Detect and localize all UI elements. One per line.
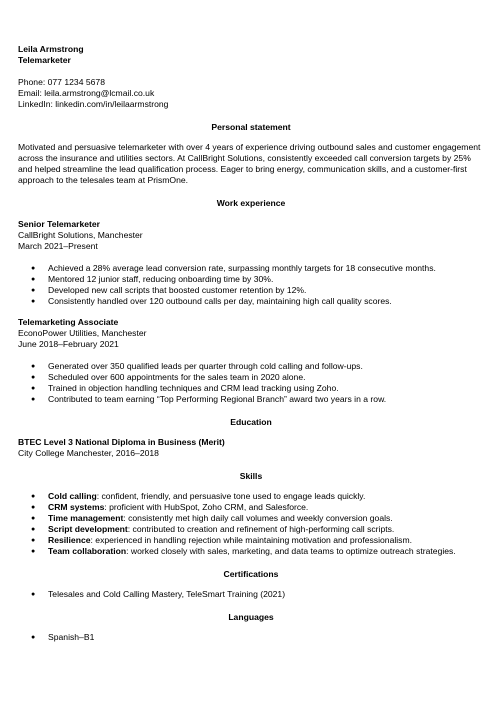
skill-text: : experienced in handling rejection while maintaining motivation and professionalism.: [90, 535, 413, 545]
skill-item: [18, 502, 484, 513]
skill-label: Team collaboration: [48, 546, 127, 556]
personal-statement-text: Motivated and persuasive telemarketer with over 4 years of experience driving outbound sales and customer engagement across the insurance and utilities sectors. At CallBright Solutions, consistently exceeded call conversion targets by 25% and helped streamline the lead qualification process. Eager to bring energy, communication skills, and a customer-first approach to the telesales team at PrismOne.: [18, 142, 481, 185]
skill-label: Cold calling: [48, 491, 97, 501]
certifications-list: [18, 589, 484, 600]
education-heading: Education: [230, 417, 272, 427]
skill-label: Time management: [48, 513, 124, 523]
list-item: ● Achieved a 28% average lead conversion rate, surpassing monthly targets for 18 consecutive months.: [18, 263, 484, 274]
education-title: BTEC Level 3 National Diploma in Business (Merit): [18, 437, 225, 447]
skills-list: [18, 491, 484, 557]
job-title: Senior Telemarketer: [18, 219, 100, 229]
name: Leila Armstrong: [18, 44, 84, 54]
skill-label: CRM systems: [48, 502, 105, 512]
skill-label: Script development: [48, 524, 128, 534]
list-item: ● Developed new call scripts that boosted customer retention by 12%.: [18, 285, 484, 296]
skill-text: : proficient with HubSpot, Zoho CRM, and Salesforce.: [104, 502, 309, 512]
skill-item: [18, 524, 484, 535]
education-detail: City College Manchester, 2016–2018: [18, 448, 159, 458]
list-item: ● Contributed to team earning “Top Performing Regional Branch” award two years in a row.: [18, 394, 484, 405]
work-experience-heading: Work experience: [216, 198, 286, 208]
skill-item: [18, 513, 484, 524]
personal-statement-heading: Personal statement: [211, 122, 291, 132]
list-item: ● Scheduled over 600 appointments for the sales team in 2020 alone.: [18, 372, 484, 383]
skill-item: [18, 546, 484, 557]
phone: Phone: 077 1234 5678: [18, 77, 105, 87]
languages-heading: Languages: [228, 612, 274, 622]
job-entry: [18, 219, 484, 307]
job-company: EconoPower Utilities, Manchester: [18, 328, 147, 338]
list-item: ● Generated over 350 qualified leads per quarter through cold calling and follow-ups.: [18, 361, 484, 372]
skill-item: [18, 491, 484, 502]
languages-list: [18, 632, 484, 643]
contact-block: [18, 77, 484, 110]
skill-text: : contributed to creation and refinement of high-performing call scripts.: [127, 524, 395, 534]
job-dates: March 2021–Present: [18, 241, 98, 251]
job-role: Telemarketer: [18, 55, 71, 65]
job-bullets: [18, 263, 484, 307]
skill-label: Resilience: [48, 535, 91, 545]
job-dates: June 2018–February 2021: [18, 339, 119, 349]
skill-item: [18, 535, 484, 546]
list-item: ● Consistently handled over 120 outbound calls per day, maintaining high call quality scores.: [18, 296, 484, 307]
email: Email: leila.armstrong@lcmail.co.uk: [18, 88, 155, 98]
linkedin: LinkedIn: linkedin.com/in/leilaarmstrong: [18, 99, 169, 109]
list-item: ● Telesales and Cold Calling Mastery, TeleSmart Training (2021): [18, 589, 484, 600]
job-entry: [18, 317, 484, 405]
skill-text: : consistently met high daily call volumes and weekly conversion goals.: [123, 513, 393, 523]
job-company: CallBright Solutions, Manchester: [18, 230, 143, 240]
resume-page: [18, 44, 484, 643]
list-item: ● Mentored 12 junior staff, reducing onboarding time by 30%.: [18, 274, 484, 285]
skills-heading: Skills: [239, 471, 263, 481]
job-title: Telemarketing Associate: [18, 317, 119, 327]
job-bullets: [18, 361, 484, 405]
list-item: ● Trained in objection handling techniques and CRM lead tracking using Zoho.: [18, 383, 484, 394]
certifications-heading: Certifications: [223, 569, 279, 579]
skill-text: : worked closely with sales, marketing, and data teams to optimize outreach strategies.: [126, 546, 456, 556]
list-item: ● Spanish–B1: [18, 632, 484, 643]
skill-text: : confident, friendly, and persuasive tone used to engage leads quickly.: [96, 491, 366, 501]
